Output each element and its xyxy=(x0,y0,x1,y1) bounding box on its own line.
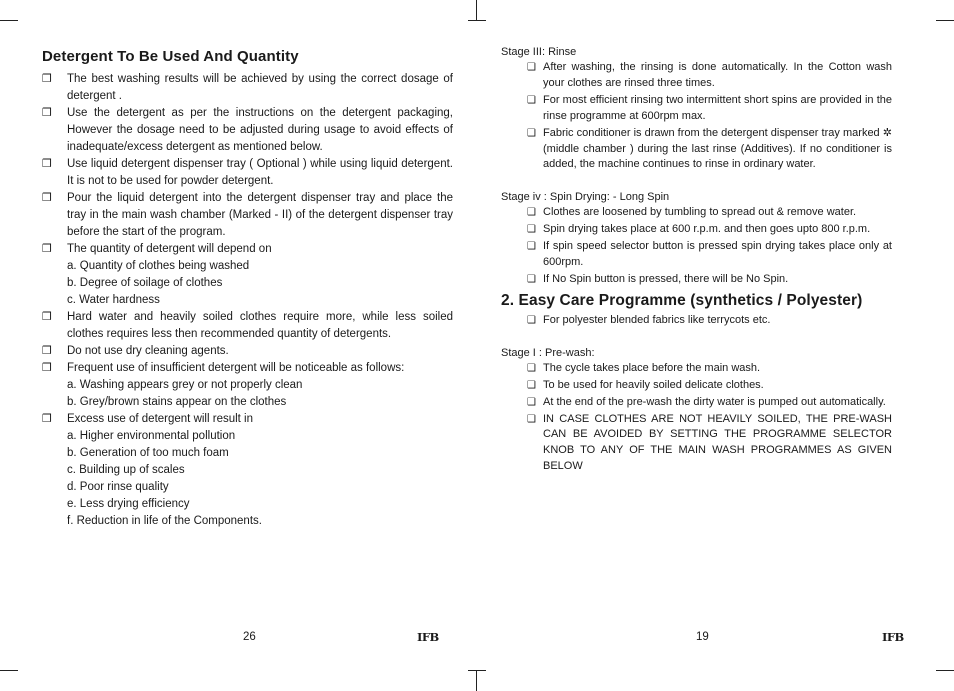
checkbox-bullet-icon: ❒ xyxy=(42,73,52,85)
sub-list-item: b. Degree of soilage of clothes xyxy=(67,277,223,289)
crop-mark xyxy=(0,670,18,671)
list-item-text: Use the detergent as per the instructions on the detergent packaging, However the dosage need to be adjusted during usage to avoid effects of inadequate/excess detergent as mentioned below. xyxy=(67,107,453,153)
crop-mark xyxy=(0,20,18,21)
detergent-list xyxy=(42,71,453,530)
page-number: 19 xyxy=(696,631,709,643)
crop-mark xyxy=(468,20,486,21)
checkbox-bullet-icon: ❑ xyxy=(527,379,536,391)
checkbox-bullet-icon: ❑ xyxy=(527,362,536,374)
crop-mark xyxy=(476,670,477,691)
list-item-text: The quantity of detergent will depend on xyxy=(67,243,272,255)
list-item xyxy=(501,126,892,174)
sub-list-item: c. Building up of scales xyxy=(67,464,185,476)
sub-list-item: b. Generation of too much foam xyxy=(67,447,229,459)
list-item-text: Spin drying takes place at 600 r.p.m. and then goes upto 800 r.p.m. xyxy=(543,223,871,236)
left-page xyxy=(42,44,453,530)
checkbox-bullet-icon: ❒ xyxy=(42,192,52,204)
list-item-text: Pour the liquid detergent into the detergent dispenser tray and place the tray in the main wash chamber (Marked - II) of the detergent dispenser tray before the start of the program. xyxy=(67,192,453,238)
sub-list-item: a. Quantity of clothes being washed xyxy=(67,260,250,272)
checkbox-bullet-icon: ❑ xyxy=(527,396,536,408)
list-item-text: Clothes are loosened by tumbling to spread out & remove water. xyxy=(543,206,857,219)
checkbox-bullet-icon: ❑ xyxy=(527,94,536,106)
right-page xyxy=(501,44,892,476)
checkbox-bullet-icon: ❒ xyxy=(42,243,52,255)
list-item xyxy=(42,190,453,241)
stage-label: Stage iv : Spin Drying: - Long Spin xyxy=(501,191,670,204)
checkbox-bullet-icon: ❒ xyxy=(42,345,52,357)
list-item xyxy=(501,239,892,271)
list-item-text: After washing, the rinsing is done automatically. In the Cotton wash your clothes are rinsed three times. xyxy=(543,61,892,89)
list-item xyxy=(501,313,892,329)
checkbox-bullet-icon: ❑ xyxy=(527,413,536,425)
crop-mark xyxy=(936,670,954,671)
list-item xyxy=(501,412,892,476)
list-item-text: For most efficient rinsing two intermittent short spins are provided in the rinse programme at 600rpm max. xyxy=(543,93,892,122)
list-item xyxy=(501,395,892,411)
checkbox-bullet-icon: ❒ xyxy=(42,362,52,374)
stage-label: Stage III: Rinse xyxy=(501,46,577,58)
list-item xyxy=(501,361,892,377)
checkbox-bullet-icon: ❑ xyxy=(527,224,536,236)
stage-label: Stage I : Pre-wash: xyxy=(501,346,595,359)
sub-list-item: e. Less drying efficiency xyxy=(67,498,190,510)
list-item xyxy=(501,93,892,125)
list-item-text: The cycle takes place before the main wash. xyxy=(543,361,761,374)
list-item xyxy=(42,241,453,258)
list-item-text: Hard water and heavily soiled clothes require more, while less soiled clothes requires less then recommended quantity of detergents. xyxy=(67,311,453,340)
section-heading: 2. Easy Care Programme (synthetics / Polyester) xyxy=(501,291,863,309)
list-item xyxy=(501,60,892,92)
checkbox-bullet-icon: ❑ xyxy=(527,62,536,73)
list-item xyxy=(42,156,453,190)
list-item-text: The best washing results will be achieved by using the correct dosage of detergent . xyxy=(67,73,453,102)
sub-list-item: f. Reduction in life of the Components. xyxy=(67,515,262,527)
crop-mark xyxy=(468,670,486,671)
list-item-text: Frequent use of insufficient detergent will be noticeable as follows: xyxy=(67,362,405,374)
sub-list-item: d. Poor rinse quality xyxy=(67,481,169,493)
checkbox-bullet-icon: ❒ xyxy=(42,107,52,119)
list-item xyxy=(42,71,453,105)
list-item xyxy=(42,411,453,428)
list-item-text: At the end of the pre-wash the dirty water is pumped out automatically. xyxy=(543,395,886,408)
checkbox-bullet-icon: ❑ xyxy=(527,127,536,139)
programme-content xyxy=(501,44,892,475)
list-item-text: For polyester blended fabrics like terrycots etc. xyxy=(543,313,771,326)
list-item xyxy=(42,343,453,360)
sub-list-item: b. Grey/brown stains appear on the clothes xyxy=(67,396,287,408)
list-item xyxy=(42,360,453,377)
list-item xyxy=(42,309,453,343)
checkbox-bullet-icon: ❒ xyxy=(42,413,52,425)
crop-mark xyxy=(476,0,477,20)
list-item-text: If No Spin button is pressed, there will be No Spin. xyxy=(543,272,789,285)
list-item xyxy=(501,222,892,238)
checkbox-bullet-icon: ❑ xyxy=(527,241,536,253)
sub-list-item: a. Higher environmental pollution xyxy=(67,430,236,442)
checkbox-bullet-icon: ❑ xyxy=(527,273,536,285)
page-title: Detergent To Be Used And Quantity xyxy=(42,48,299,65)
list-item xyxy=(501,378,892,394)
list-item-text: Use liquid detergent dispenser tray ( Optional ) while using liquid detergent. It is not to be used for powder detergent. xyxy=(67,158,453,187)
sub-list-item: c. Water hardness xyxy=(67,294,160,306)
checkbox-bullet-icon: ❑ xyxy=(527,207,536,219)
list-item xyxy=(501,205,892,221)
list-item xyxy=(42,105,453,156)
checkbox-bullet-icon: ❑ xyxy=(527,314,536,326)
list-item-text: To be used for heavily soiled delicate clothes. xyxy=(543,378,764,391)
sub-list-item: a. Washing appears grey or not properly clean xyxy=(67,379,303,391)
checkbox-bullet-icon: ❒ xyxy=(42,158,52,170)
list-item-text: IN CASE CLOTHES ARE NOT HEAVILY SOILED, THE PRE-WASH CAN BE AVOIDED BY SETTING THE PROGRAMME SELECTOR KNOB TO ANY OF THE MAIN WASH PROGRAMMES AS GIVEN BELOW xyxy=(543,412,892,473)
list-item xyxy=(501,272,892,288)
page-number: 26 xyxy=(243,631,256,643)
brand-logo: IFB xyxy=(417,630,439,644)
list-item-text: Excess use of detergent will result in xyxy=(67,413,254,425)
crop-mark xyxy=(936,20,954,21)
brand-logo: IFB xyxy=(882,630,904,644)
checkbox-bullet-icon: ❒ xyxy=(42,311,52,323)
list-item-text: Fabric conditioner is drawn from the detergent dispenser tray marked ✲ (middle chamber ) during the last rinse (Additives). If no conditioner is added, the machine continues to rinse in ordinary water. xyxy=(543,126,892,171)
list-item-text: If spin speed selector button is pressed spin drying takes place only at 600rpm. xyxy=(543,240,892,269)
list-item-text: Do not use dry cleaning agents. xyxy=(67,345,229,357)
